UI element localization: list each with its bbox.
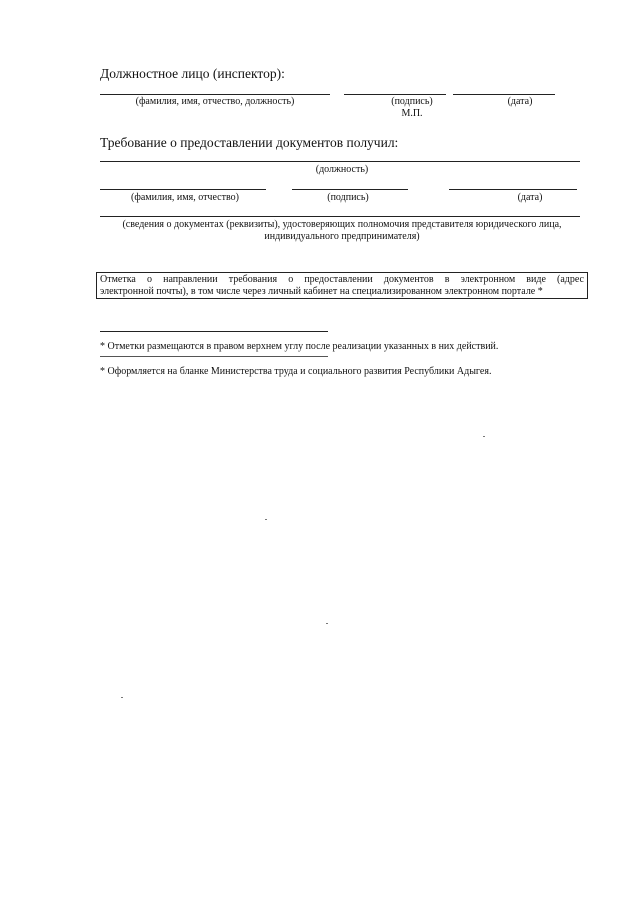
- electronic-mark-box: [96, 272, 588, 299]
- receiver-name-caption: (фамилия, имя, отчество): [131, 192, 239, 203]
- inspector-name-line: [100, 94, 330, 95]
- inspector-stamp-caption: М.П.: [401, 108, 423, 119]
- receiver-name-line: [100, 189, 266, 190]
- receiver-heading: Требование о предоставлении документов получил:: [100, 135, 399, 150]
- receiver-date-caption: (дата): [517, 192, 543, 203]
- receiver-position-caption: (должность): [315, 164, 369, 175]
- scan-speck: [265, 519, 267, 520]
- inspector-date-caption: (дата): [507, 96, 533, 107]
- inspector-name-caption: (фамилия, имя, отчество, должность): [135, 96, 295, 107]
- scan-speck: [483, 436, 485, 437]
- receiver-docs-caption-1: (сведения о документах (реквизиты), удостоверяющих полномочия представителя юридического лица,: [122, 219, 562, 230]
- inspector-heading: Должностное лицо (инспектор):: [100, 66, 285, 81]
- electronic-mark-line-1: Отметка о направлении требования о предоставлении документов в электронном виде (адрес: [100, 274, 584, 285]
- scan-speck: [121, 697, 123, 698]
- receiver-docs-line: [100, 216, 580, 217]
- receiver-position-line: [100, 161, 580, 162]
- footnote-separator: [100, 331, 328, 332]
- receiver-docs-caption-2: индивидуального предпринимателя): [264, 231, 420, 242]
- footnote-1: * Отметки размещаются в правом верхнем углу после реализации указанных в них действий.: [100, 341, 499, 352]
- footnote-2: * Оформляется на бланке Министерства труда и социального развития Республики Адыгея.: [100, 366, 492, 377]
- electronic-mark-line-2: электронной почты), в том числе через личный кабинет на специализированном электронном портале *: [100, 286, 543, 297]
- inspector-signature-line: [344, 94, 446, 95]
- footnote-separator-2: [100, 356, 328, 357]
- receiver-signature-caption: (подпись): [327, 192, 369, 203]
- inspector-date-line: [453, 94, 555, 95]
- receiver-date-line: [449, 189, 577, 190]
- inspector-signature-caption: (подпись): [391, 96, 433, 107]
- receiver-signature-line: [292, 189, 408, 190]
- scan-speck: [326, 623, 328, 624]
